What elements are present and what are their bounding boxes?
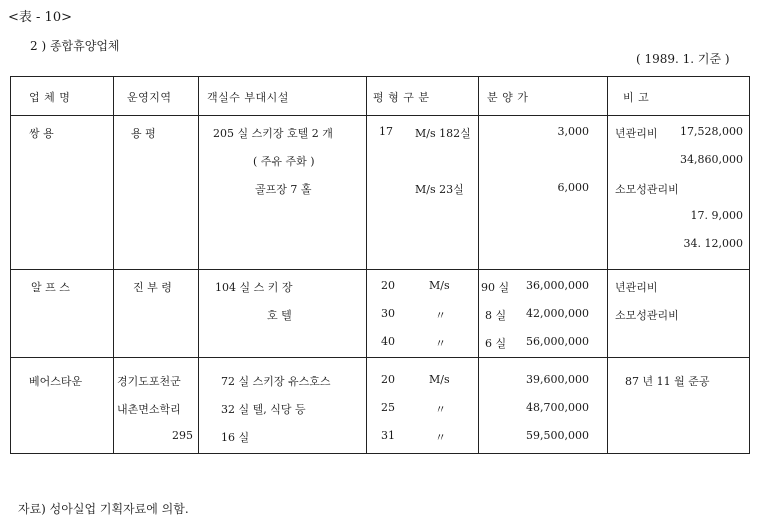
type-ssangyong-1: M/s 182실: [415, 127, 471, 140]
price-ssangyong-1: 3,000: [557, 125, 589, 138]
base-date: ( 1989. 1. 기준 ): [636, 52, 730, 66]
region-bears-1: 경기도포천군: [117, 375, 181, 388]
remark-ssangyong-value-4: 34. 12,000: [683, 237, 743, 250]
type-bears-unit-3: 〃: [435, 431, 446, 444]
price-alps-3: 56,000,000: [526, 335, 589, 348]
type-alps-unit-3: 〃: [435, 337, 446, 350]
remark-bears: 87 년 11 월 준공: [625, 375, 710, 388]
price-bears-3: 59,500,000: [526, 429, 589, 442]
remark-ssangyong-value-2: 34,860,000: [680, 153, 743, 166]
facility-ssangyong-2: ( 주유 주화 ): [253, 155, 315, 168]
region-ssangyong: 용 평: [131, 127, 156, 140]
region-bears-2: 내촌면소학리: [117, 403, 181, 416]
header-type: 평 형 구 분: [373, 91, 430, 104]
type-ssangyong-2: M/s 23실: [415, 183, 464, 196]
facility-alps-2: 호 텔: [267, 309, 292, 322]
table-number: <表 - 10>: [8, 10, 72, 25]
facility-ssangyong-1: 205 실 스키장 호텔 2 개: [213, 127, 333, 140]
type-alps-size-2: 30: [381, 307, 395, 320]
type-alps-size-1: 20: [381, 279, 395, 292]
company-bears: 베어스타운: [29, 375, 83, 388]
count-alps-3: 6 실: [485, 337, 507, 350]
type-alps-size-3: 40: [381, 335, 395, 348]
type-bears-size-1: 20: [381, 373, 395, 386]
type-bears-size-2: 25: [381, 401, 395, 414]
price-bears-1: 39,600,000: [526, 373, 589, 386]
table-subtitle: 2 ) 종합휴양업체: [30, 39, 120, 53]
type-bears-unit-2: 〃: [435, 403, 446, 416]
count-alps-2: 8 실: [485, 309, 507, 322]
type-alps-unit-2: 〃: [435, 309, 446, 322]
header-price: 분 양 가: [487, 91, 529, 104]
facility-bears-3: 16 실: [221, 431, 250, 444]
price-alps-1: 36,000,000: [526, 279, 589, 292]
source-note: 자료) 성아실업 기획자료에 의함.: [18, 502, 189, 516]
facility-alps-1: 104 실 스 키 장: [215, 281, 293, 294]
type-ssangyong-size: 17: [379, 125, 393, 138]
header-region: 운영지역: [127, 91, 172, 104]
remark-ssangyong-label-1: 년관리비: [615, 127, 658, 140]
header-remarks: 비 고: [623, 91, 650, 104]
resort-table: [10, 76, 750, 454]
remark-alps-1: 년관리비: [615, 281, 658, 294]
facility-ssangyong-3: 골프장 7 홀: [255, 183, 312, 196]
facility-bears-2: 32 실 텔, 식당 등: [221, 403, 306, 416]
price-alps-2: 42,000,000: [526, 307, 589, 320]
type-alps-unit-1: M/s: [429, 279, 450, 292]
header-company: 업 체 명: [29, 91, 71, 104]
facility-bears-1: 72 실 스키장 유스호스: [221, 375, 331, 388]
company-alps: 알 프 스: [31, 281, 70, 294]
region-bears-3: 295: [172, 429, 193, 442]
remark-ssangyong-label-2: 소모성관리비: [615, 183, 679, 196]
remark-ssangyong-value-1: 17,528,000: [680, 125, 743, 138]
type-bears-unit-1: M/s: [429, 373, 450, 386]
remark-alps-2: 소모성관리비: [615, 309, 679, 322]
remark-ssangyong-value-3: 17. 9,000: [690, 209, 743, 222]
price-ssangyong-2: 6,000: [557, 181, 589, 194]
count-alps-1: 90 실: [481, 281, 510, 294]
region-alps: 진 부 령: [133, 281, 172, 294]
price-bears-2: 48,700,000: [526, 401, 589, 414]
company-ssangyong: 쌍 용: [29, 127, 54, 140]
header-rooms: 객실수 부대시설: [207, 91, 289, 104]
type-bears-size-3: 31: [381, 429, 395, 442]
